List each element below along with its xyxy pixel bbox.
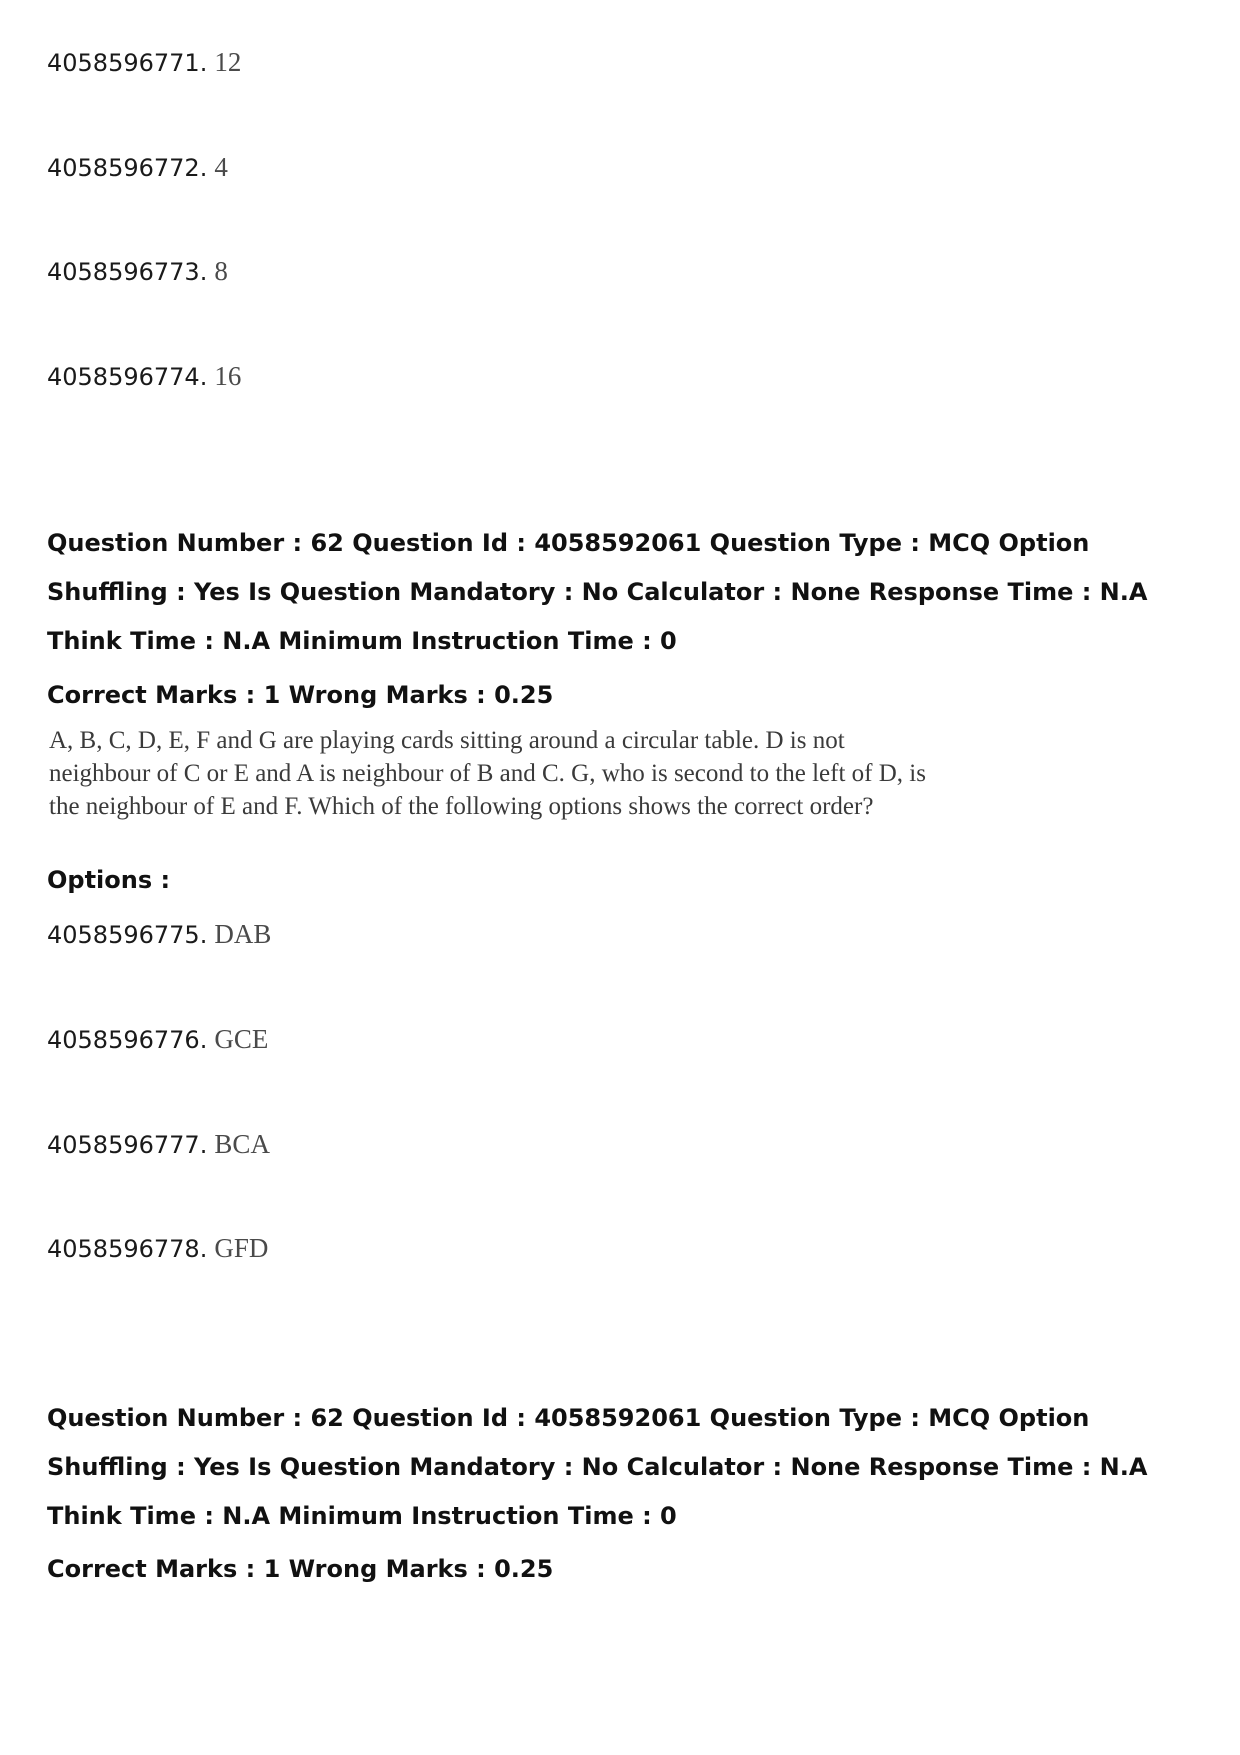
option-id: 4058596777. — [47, 1131, 208, 1159]
option-id: 4058596776. — [47, 1026, 208, 1054]
question-text: A, B, C, D, E, F and G are playing cards sitting around a circular table. D is not neighbour of C or E and A is neighbour of B and C. G, who is second to the left of D, is the neighbour of E and F. Which of the following options shows the correct order? — [49, 727, 926, 820]
option-item — [47, 1228, 268, 1268]
option-value: GFD — [214, 1233, 269, 1263]
option-id: 4058596774. — [47, 363, 208, 391]
option-item — [47, 1019, 268, 1059]
option-item — [47, 42, 241, 82]
option-id: 4058596778. — [47, 1235, 208, 1263]
question-meta: Question Number : 62 Question Id : 4058592061 Question Type : MCQ Option Shuffling : Yes Is Question Mandatory : No Calculator : None Response Time : N.A Think Time : N.A Minimum Instruction Time : 0 — [47, 1404, 1148, 1530]
option-item — [47, 147, 228, 187]
question-marks: Correct Marks : 1 Wrong Marks : 0.25 — [47, 1555, 554, 1583]
option-value: GCE — [214, 1024, 269, 1054]
option-id: 4058596773. — [47, 258, 208, 286]
option-value: 8 — [214, 256, 228, 286]
options-label: Options : — [47, 866, 171, 894]
option-value: DAB — [214, 919, 272, 949]
option-value: 16 — [214, 361, 242, 391]
option-id: 4058596775. — [47, 921, 208, 949]
option-value: BCA — [214, 1129, 270, 1159]
question-marks: Correct Marks : 1 Wrong Marks : 0.25 — [47, 681, 554, 709]
option-item — [47, 914, 271, 954]
option-item — [47, 251, 228, 291]
option-value: 12 — [214, 47, 242, 77]
option-id: 4058596772. — [47, 154, 208, 182]
option-value: 4 — [214, 152, 228, 182]
option-item — [47, 1124, 270, 1164]
question-meta: Question Number : 62 Question Id : 4058592061 Question Type : MCQ Option Shuffling : Yes Is Question Mandatory : No Calculator : None Response Time : N.A Think Time : N.A Minimum Instruction Time : 0 — [47, 529, 1148, 655]
option-id: 4058596771. — [47, 49, 208, 77]
option-item — [47, 356, 241, 396]
